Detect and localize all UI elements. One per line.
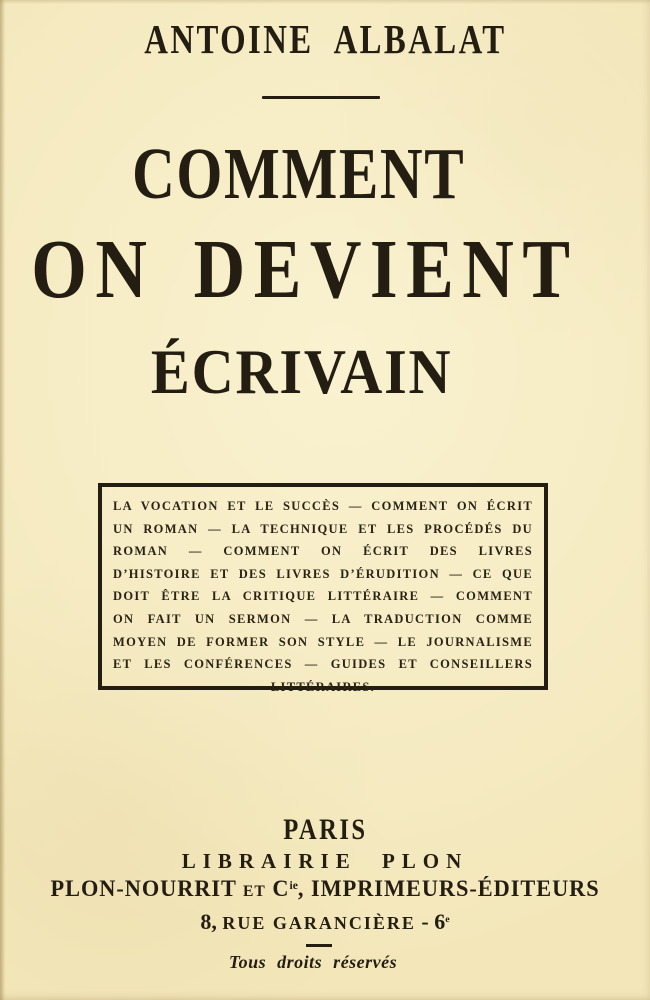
bottom-divider-rule [306,944,332,947]
address-superscript: e [445,913,450,925]
imprint-part3: , IMPRIMEURS-ÉDITEURS [297,876,600,901]
imprint-part1: PLON-NOURRIT [50,876,243,901]
address-district: - 6 [415,909,446,934]
city-line [0,815,650,845]
publisher-text: LIBRAIRIE PLON [181,849,469,873]
author-name [0,16,650,62]
imprint-line [0,877,650,900]
contents-summary-text: LA VOCATION ET LE SUCCÈS — COMMENT ON ÉCRIT UN ROMAN — LA TECHNIQUE ET LES PROCÉDÉS DU ROMAN — COMMENT ON ÉCRIT DES LIVRES D’HISTOIRE ET DES LIVRES D’ÉRUDITION — CE QUE DOIT ÊTRE LA CRITIQUE LITTÉRAIRE — COMMENT ON FAIT UN SERMON — LA TRADUCTION COMME MOYEN DE FORMER SON STYLE — LE JOURNALISME ET LES CONFÉRENCES — GUIDES ET CONSEILLERS LITTÉRAIRES. [113,499,533,694]
title-line-2-text: ON DEVIENT [31,223,579,316]
publisher-line [0,851,650,872]
imprint-text [50,877,599,900]
rights-text: Tous droits réservés [228,952,398,972]
title-line-1 [0,133,650,214]
title-line-2 [0,223,650,316]
author-divider-rule [262,96,380,99]
imprint-superscript: ie [289,878,298,893]
imprint-et: ET [242,883,266,900]
city-text: PARIS [282,813,368,846]
address-line [0,911,650,933]
rights-notice [0,953,650,971]
title-line-3-text: ÉCRIVAIN [151,336,453,407]
title-line-1-text: COMMENT [132,133,466,214]
address-street: RUE GARANCIÈRE [222,913,416,933]
contents-summary-box [98,483,548,694]
imprint-part2: C [265,876,290,901]
title-line-3 [0,336,650,407]
author-name-text: ANTOINE ALBALAT [143,16,507,62]
address-number: 8, [200,909,223,934]
